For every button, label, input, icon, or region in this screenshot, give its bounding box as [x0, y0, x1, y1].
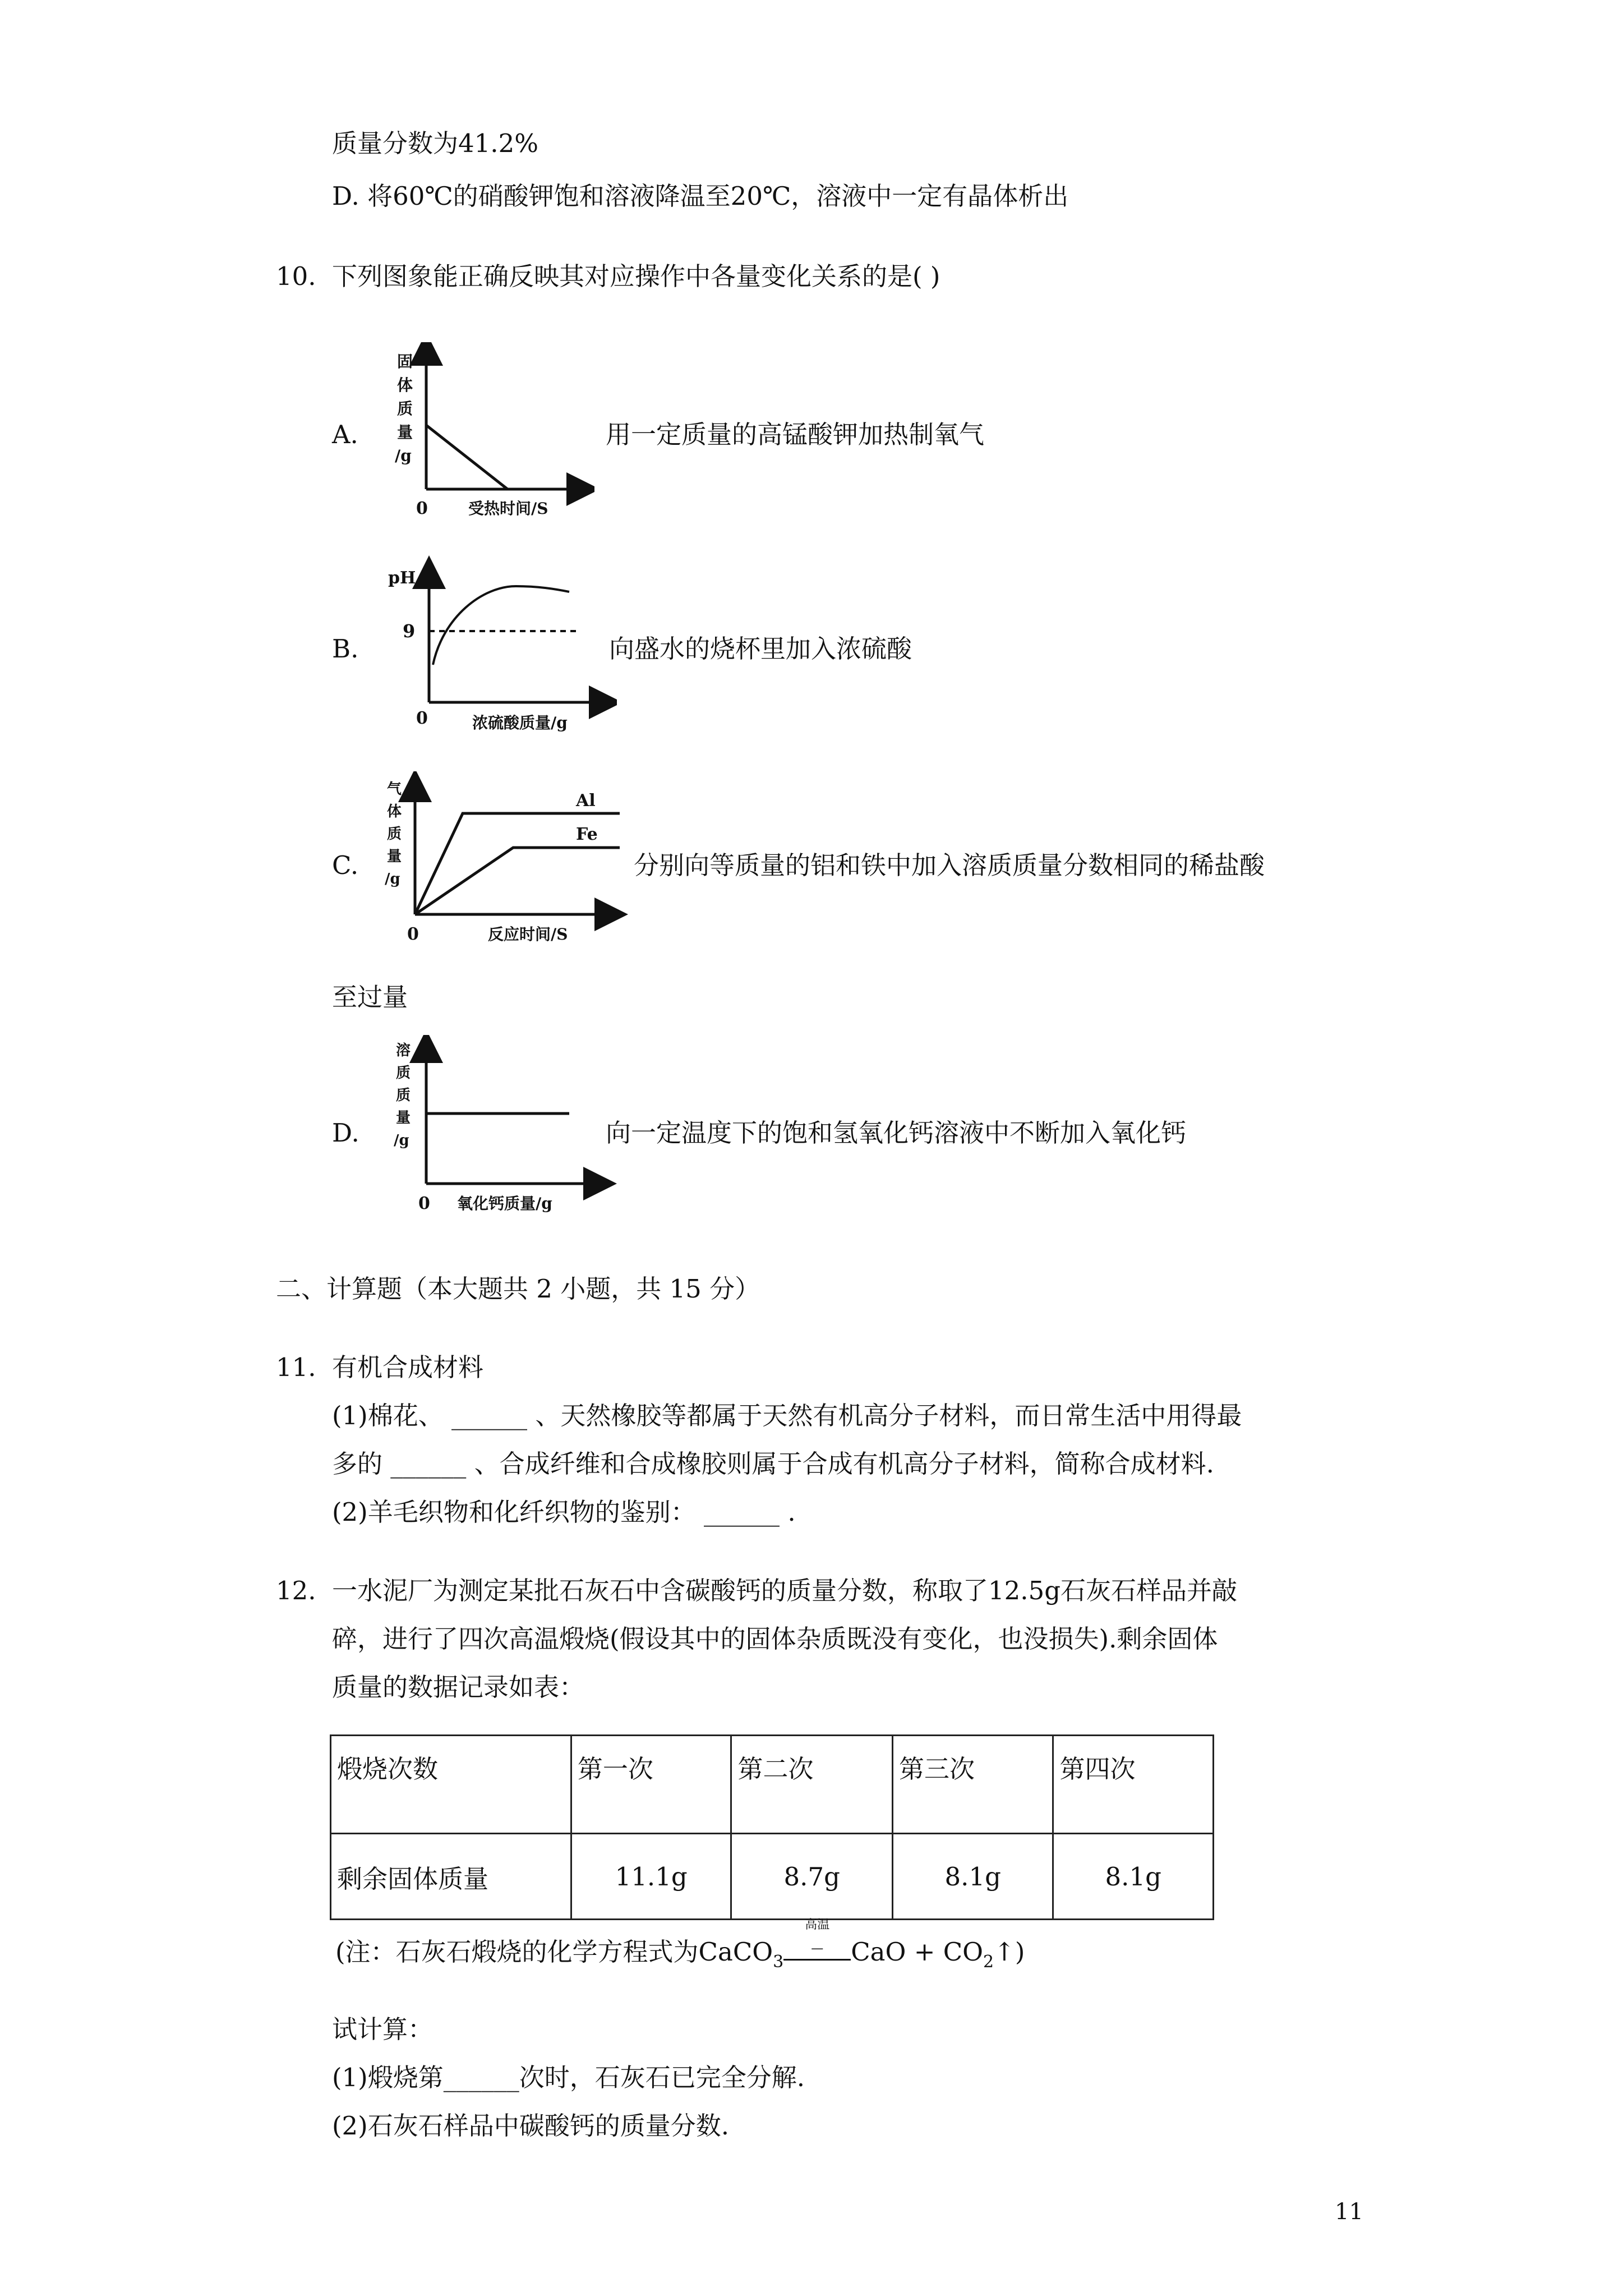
table-cell: 8.1g	[892, 1834, 1053, 1920]
graph-b-origin: 0	[416, 708, 428, 728]
table-header-cell: 第四次	[1053, 1736, 1214, 1834]
table-cell: 8.7g	[731, 1834, 892, 1920]
q12-line1: 一水泥厂为测定某批石灰石中含碳酸钙的质量分数，称取了12.5g石灰石样品并敲	[332, 1576, 1238, 1605]
q10-option-b-text: 向盛水的烧杯里加入浓硫酸	[609, 634, 912, 664]
q10-option-a-text: 用一定质量的高锰酸钾加热制氧气	[606, 420, 985, 449]
table-header-cell: 煅烧次数	[331, 1736, 571, 1834]
table-row-label: 剩余固体质量	[331, 1834, 571, 1920]
graph-c-ylabel-5: /g	[385, 871, 400, 887]
graph-b-ytick-9: 9	[403, 620, 416, 642]
graph-a-ylabel-1: 固	[397, 352, 413, 371]
graph-c-xlabel: 反应时间/S	[488, 925, 568, 944]
q12-note-prefix: (注：石灰石煅烧的化学方程式为CaCO	[335, 1937, 773, 1967]
q12-line3: 质量的数据记录如表：	[332, 1672, 585, 1702]
q12-reaction-mark: —	[811, 1941, 824, 1955]
graph-c-ylabel-4: 量	[387, 848, 402, 865]
q10-option-c-continuation: 至过量	[332, 982, 408, 1012]
graph-c-label-fe: Fe	[576, 825, 598, 844]
graph-c-series-fe	[415, 848, 620, 914]
table-header-cell: 第一次	[571, 1736, 731, 1834]
graph-b	[370, 555, 617, 740]
graph-c-ylabel-1: 气	[387, 781, 402, 798]
table-header-cell: 第二次	[731, 1736, 892, 1834]
q12-note-sub2: 2	[983, 1952, 994, 1972]
graph-d-xlabel: 氧化钙质量/g	[457, 1194, 552, 1213]
q11-line3: (2)羊毛织物和化纤织物的鉴别： ______ .	[332, 1497, 796, 1527]
graph-a-ylabel-2: 体	[397, 376, 413, 394]
graph-a-origin: 0	[416, 499, 428, 518]
graph-d-ylabel-5: /g	[394, 1132, 409, 1149]
q11-title: 有机合成材料	[332, 1352, 484, 1382]
q12-sub1: (1)煅烧第______次时，石灰石已完全分解.	[332, 2063, 805, 2092]
q12-note-mid: CaO + CO	[851, 1937, 984, 1967]
q10-option-d-letter: D.	[332, 1118, 359, 1148]
q10-option-a-letter: A.	[332, 420, 358, 449]
section2-title: 二、计算题（本大题共 2 小题，共 15 分）	[276, 1274, 760, 1304]
q12-note	[335, 1917, 1025, 1979]
q12-reaction-arrow	[783, 1917, 851, 1966]
graph-b-xlabel: 浓硫酸质量/g	[472, 714, 568, 732]
graph-a-line-decrease	[426, 425, 508, 489]
graph-a-ylabel-4: 量	[397, 423, 413, 441]
table-header-cell: 第三次	[892, 1736, 1053, 1834]
q12-number: 12.	[276, 1576, 316, 1605]
table-header-row	[331, 1736, 1214, 1834]
graph-d	[370, 1035, 617, 1220]
graph-c-ylabel-3: 质	[387, 826, 402, 843]
q9-option-d: D. 将60℃的硝酸钾饱和溶液降温至20℃，溶液中一定有晶体析出	[332, 181, 1069, 211]
graph-a-ylabel-3: 质	[397, 399, 413, 418]
table-cell: 8.1g	[1053, 1834, 1214, 1920]
q12-reaction-line	[783, 1959, 851, 1961]
graph-c-ylabel-2: 体	[387, 803, 402, 820]
q12-note-sub1: 3	[773, 1952, 784, 1972]
table-row	[331, 1834, 1214, 1920]
graph-d-ylabel-1: 溶	[396, 1042, 411, 1059]
q11-number: 11.	[276, 1352, 316, 1382]
graph-d-ylabel-3: 质	[396, 1087, 411, 1104]
graph-d-ylabel-4: 量	[396, 1110, 411, 1126]
q12-calc-title: 试计算：	[332, 2014, 434, 2044]
graph-a-xlabel: 受热时间/S	[468, 499, 548, 518]
graph-b-ylabel: pH	[388, 568, 416, 588]
q12-line2: 碎，进行了四次高温煅烧(假设其中的固体杂质既没有变化，也没损失).剩余固体	[332, 1624, 1218, 1654]
q10-number: 10.	[276, 261, 316, 291]
q10-stem: 下列图象能正确反映其对应操作中各量变化关系的是( )	[332, 261, 940, 291]
q11-line1: (1)棉花、 ______ 、天然橡胶等都属于天然有机高分子材料，而日常生活中用得最	[332, 1401, 1242, 1430]
q10-option-b-letter: B.	[332, 634, 359, 664]
q10-option-c-letter: C.	[332, 850, 359, 880]
table-cell: 11.1g	[571, 1834, 731, 1920]
graph-d-origin: 0	[418, 1194, 430, 1213]
graph-c-label-al: Al	[576, 791, 596, 811]
graph-b-curve	[433, 586, 569, 665]
q10-option-d-text: 向一定温度下的饱和氢氧化钙溶液中不断加入氧化钙	[606, 1118, 1187, 1148]
q12-reaction-condition: 高温	[805, 1917, 830, 1932]
graph-d-ylabel-2: 质	[396, 1065, 411, 1082]
q10-option-c-text: 分别向等质量的铝和铁中加入溶质质量分数相同的稀盐酸	[634, 850, 1265, 880]
q12-sub2: (2)石灰石样品中碳酸钙的质量分数.	[332, 2111, 730, 2141]
q9-option-c-tail: 质量分数为41.2%	[332, 128, 538, 158]
graph-c-origin: 0	[407, 924, 419, 944]
q12-note-suffix: ↑)	[994, 1937, 1025, 1967]
graph-c	[370, 771, 628, 956]
page-number: 11	[1335, 2199, 1363, 2225]
calcination-table	[330, 1734, 1214, 1920]
graph-a	[370, 342, 594, 527]
q11-line2: 多的 ______ 、合成纤维和合成橡胶则属于合成有机高分子材料，简称合成材料.	[332, 1449, 1214, 1479]
graph-a-ylabel-5: /g	[395, 447, 412, 465]
